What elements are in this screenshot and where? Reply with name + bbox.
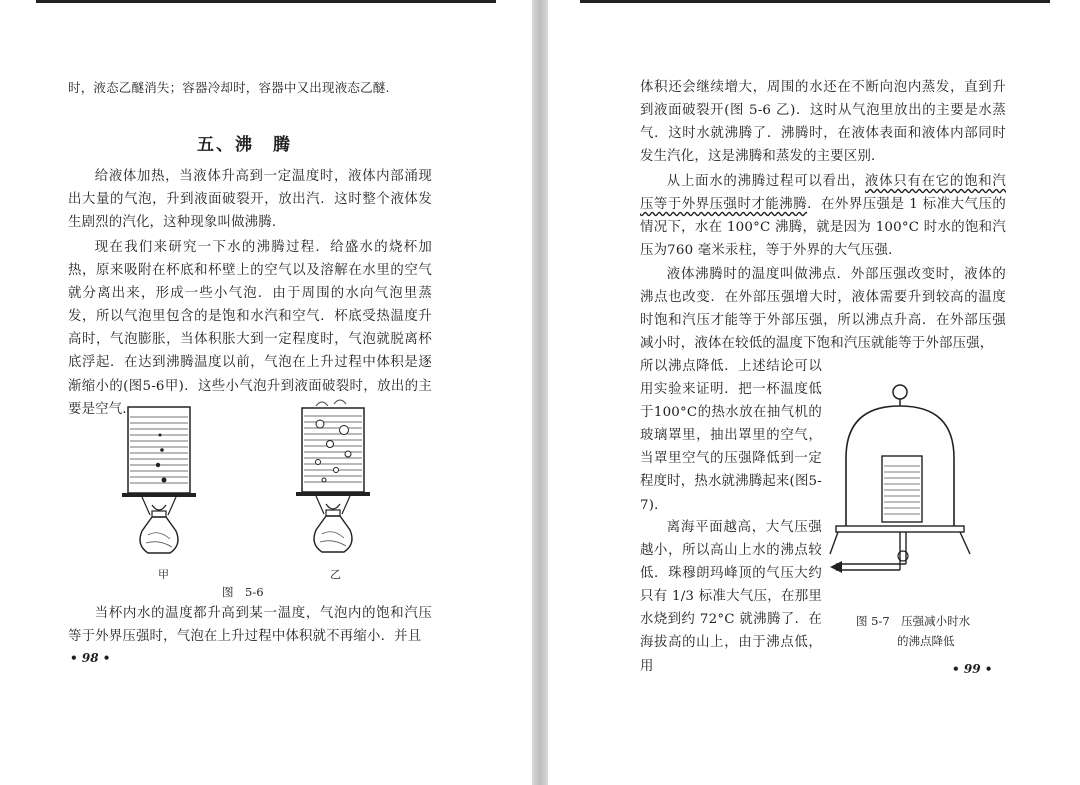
left-paragraph-3: 当杯内水的温度都升高到某一温度，气泡内的饱和汽压等于外界压强时，气泡在上升过程中体积就不再缩小．并且 bbox=[68, 606, 432, 645]
book-gutter bbox=[532, 0, 548, 785]
figure-5-7-caption-line-1: 图 5-7 压强减小时水 bbox=[856, 614, 971, 628]
left-paragraph-2: 现在我们来研究一下水的沸腾过程．给盛水的烧杯加热，原来吸附在杯底和杯壁上的空气以及溶解在水里的空气就分离出来，形成一些小气泡．由于周围的水向气泡里蒸发，所以气泡里包含的是饱和水汽和空气．杯底受热温度升高时，气泡膨胀，当体积胀大到一定程度时，气泡就脱离杯底浮起．在达到沸腾温度以前，气泡在上升过程中体积是逐渐缩小的(图5-6甲)．这些小气泡升到液面破裂时，放出的主要是空气． bbox=[68, 240, 432, 417]
right-paragraph-4: 离海平面越高，大气压强越小，所以高山上水的沸点较低．珠穆朗玛峰顶的气压大约只有 1/3 标准大气压，在那里水烧到约 72°C 就沸腾了．在海拔高的山上，由于沸点低，用 bbox=[640, 520, 822, 674]
right-page-number: • 99 • bbox=[952, 662, 993, 676]
figure-label-a: 甲 bbox=[158, 568, 169, 581]
figure-5-7-bell-jar bbox=[830, 378, 980, 598]
right-page-top-rule bbox=[580, 0, 1050, 3]
figure-5-6-a-beaker bbox=[122, 405, 202, 565]
left-page-top-rule bbox=[36, 0, 496, 3]
right-paragraph-2-end: ．在外界压强是 1 标准大气压的情况下，水在 100°C 沸腾，就是因为 100°C 时水的饱和汽压为760 毫米汞柱，等于外界的大气压强． bbox=[640, 197, 1006, 259]
right-paragraph-2 bbox=[640, 170, 1006, 262]
boiling-condition-underlined: 液体只有在它的饱和汽压等于外界压强时才能沸腾 bbox=[640, 174, 1006, 213]
left-paragraph-1: 给液体加热，当液体升高到一定温度时，液体内部涌现出大量的气泡，升到液面破裂开，放出汽．这时整个液体发生剧烈的汽化，这种现象叫做沸腾． bbox=[68, 169, 432, 231]
left-page-number: • 98 • bbox=[70, 651, 111, 665]
figure-5-6-caption: 图 5-6 bbox=[222, 585, 264, 599]
section-heading: 五、沸 腾 bbox=[197, 135, 292, 155]
left-top-line: 时，液态乙醚消失；容器冷却时，容器中又出现液态乙醚. bbox=[68, 80, 390, 95]
figure-label-b: 乙 bbox=[330, 568, 341, 581]
right-paragraph-1: 体积还会继续增大，周围的水还在不断向泡内蒸发，直到升到液面破裂开(图 5-6 乙)．这时从气泡里放出的主要是水蒸气．这时水就沸腾了．沸腾时，在液体表面和液体内部同时发生汽化，这是沸腾和蒸发的主要区别． bbox=[640, 80, 1006, 165]
figure-5-7-caption-line-2: 的沸点降低 bbox=[897, 634, 955, 648]
right-paragraph-3-tail: 所以沸点降低．上述结论可以用实验来证明．把一杯温度低于100°C的热水放在抽气机的玻璃罩里，抽出罩里的空气，当罩里空气的压强降低到一定程度时，热水就沸腾起来(图5-7)． bbox=[640, 359, 822, 513]
right-paragraph-2-start: 从上面水的沸腾过程可以看出， bbox=[666, 174, 865, 189]
right-paragraph-3: 液体沸腾时的温度叫做沸点．外部压强改变时，液体的沸点也改变．在外部压强增大时，液体需要升到较高的温度时饱和汽压才能等于外部压强，所以沸点升高．在外部压强减小时，液体在较低的温度下饱和汽压就能等于外部压强， bbox=[640, 267, 1006, 352]
figure-5-6-b-beaker bbox=[296, 400, 376, 560]
